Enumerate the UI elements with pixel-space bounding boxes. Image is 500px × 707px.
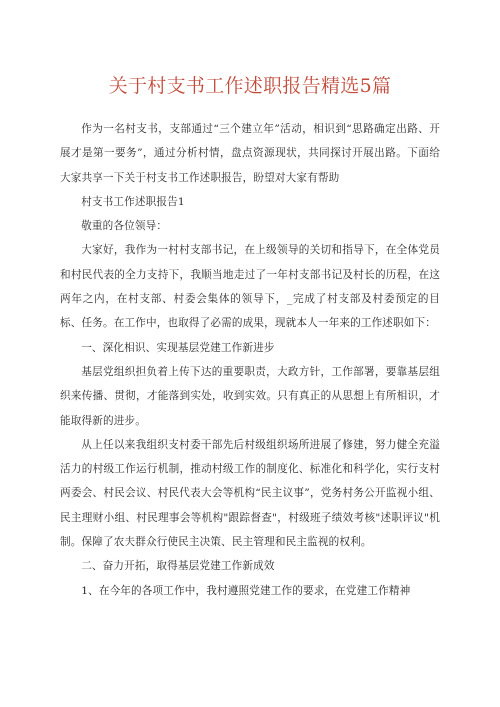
opening-paragraph: 大家好，我作为一村村支部书记，在上级领导的关切和指导下，在全体党员和村民代表的全力支持下，我顺当地走过了一年村支部书记及村长的历程，在这两年之内，在村支部、村委会集体的领导下，_完成了村支部及村委预定的目标、任务。在工作中，也取得了必需的成果，现就本人一年来的工作述职如下： (60, 244, 440, 330)
section-heading-1: 一、深化相识、实现基层党建工作新进步 (81, 341, 275, 354)
document-body (60, 117, 440, 603)
report-heading: 村支书工作述职报告1 (81, 195, 185, 208)
salutation: 敬重的各位领导： (81, 220, 168, 233)
section-1-paragraph-1: 基层党组织担负着上传下达的重要职责，大政方针，工作部署，要靠基层组织来传播、贯彻，才能落到实处，收到实效。只有真正的从思想上有所相识，才能取得新的进步。 (60, 365, 440, 427)
section-1-paragraph-2: 从上任以来我组织支村委干部先后村级组织场所进展了修建，努力健全充溢活力的村级工作运行机制，推动村级工作的制度化、标准化和科学化，实行支村两委会、村民会议、村民代表大会等机构“民主议事”，党务村务公开监视小组、民主理财小组、村民理事会等机构"跟踪督查"，村级班子绩效考核"述职评议"机制。保障了农夫群众行使民主决策、民主管理和民主监视的权利。 (60, 438, 440, 549)
section-heading-2: 二、奋力开拓，取得基层党建工作新成效 (81, 560, 275, 573)
intro-paragraph: 作为一名村支书，支部通过“三个建立年”活动，相识到“思路确定出路、开展才是第一要务”，通过分析村情，盘点资源现状，共同探讨开展出路。下面给大家共享一下关于村支书工作述职报告，盼望对大家有帮助 (60, 123, 440, 184)
document-title: 关于村支书工作述职报告精选5篇 (108, 75, 392, 97)
section-2-paragraph-1: 1、在今年的各项工作中，我村遵照党建工作的要求，在党建工作精神 (81, 584, 411, 597)
